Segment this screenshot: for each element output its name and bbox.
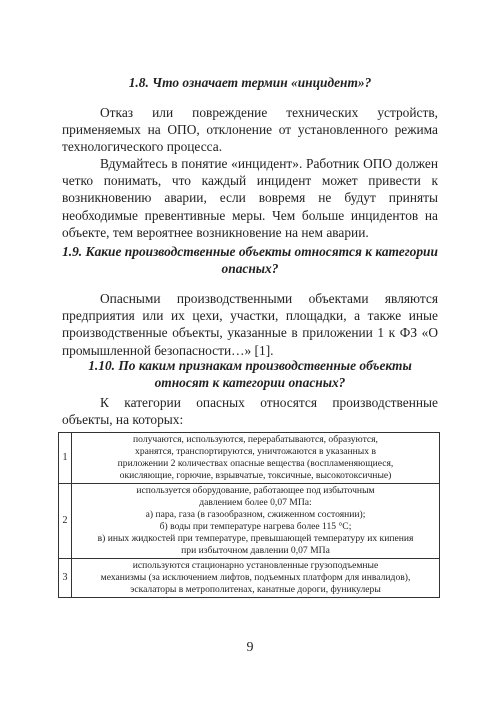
description-line: окисляющие, горючие, взрывчатые, токсичные, высокотоксичные): [119, 470, 392, 481]
description-line: в) иных жидкостей при температуре, превышающей температуру их кипения: [97, 533, 414, 544]
paragraph-incident-explanation: Вдумайтесь в понятие «инцидент». Работник ОПО должен четко понимать, что каждый инцидент может привести к возникновению аварии, если вовремя не будут приняты необходимые превентивные меры. Чем больше инцидентов на объекте, тем вероятнее возникновение на нем аварии.: [62, 156, 438, 240]
section-heading-1-9: 1.9. Какие производственные объекты относятся к категории опасных?: [62, 244, 438, 276]
description-line: при избыточном давлении 0,07 МПа: [181, 545, 330, 556]
page-number: 9: [246, 640, 254, 655]
description-line: используется оборудование, работающее под избыточным: [136, 485, 375, 496]
row-description: [72, 433, 440, 484]
description-line: хранятся, транспортируются, уничтожаются в указанных в: [135, 446, 376, 457]
hazard-criteria-table: [58, 432, 440, 598]
row-number: 3: [59, 559, 72, 598]
description-line: приложении 2 количествах опасные вещества (воспламеняющиеся,: [117, 458, 394, 469]
paragraph-hazardous-objects: Опасными производственными объектами являются предприятия или их цехи, участки, площадки, а также иные производственные объекты, указанные в приложении 1 к ФЗ «О промышленной безопасности…» [1].: [62, 291, 438, 358]
paragraph-incident-definition: Отказ или повреждение технических устройств, применяемых на ОПО, отклонение от установленного режима технологического процесса.: [62, 105, 438, 155]
table-row: [59, 433, 440, 484]
description-line: используются стационарно установленные грузоподъемные: [132, 560, 379, 571]
table-row: [59, 559, 440, 598]
description-line: а) пара, газа (в газообразном, сжиженном состоянии);: [145, 509, 366, 520]
row-description: [72, 559, 440, 598]
row-description: [72, 484, 440, 559]
row-number: 2: [59, 484, 72, 559]
description-line: получаются, используются, перерабатываются, образуются,: [133, 434, 378, 445]
section-heading-1-8: 1.8. Что означает термин «инцидент»?: [128, 75, 372, 90]
description-line: б) воды при температуре нагрева более 115 °С;: [159, 521, 352, 532]
paragraph-criteria-intro: К категории опасных относятся производственные объекты, на которых:: [62, 395, 438, 428]
description-line: механизмы (за исключением лифтов, подъемных платформ для инвалидов),: [100, 572, 411, 583]
description-line: эскалаторы в метрополитенах, канатные дороги, фуникулеры: [130, 584, 381, 595]
section-heading-1-10: 1.10. По каким признакам производственные объекты относят к категории опасных?: [88, 358, 412, 390]
row-number: 1: [59, 433, 72, 484]
description-line: давлением более 0,07 МПа:: [199, 497, 312, 508]
table-row: [59, 484, 440, 559]
